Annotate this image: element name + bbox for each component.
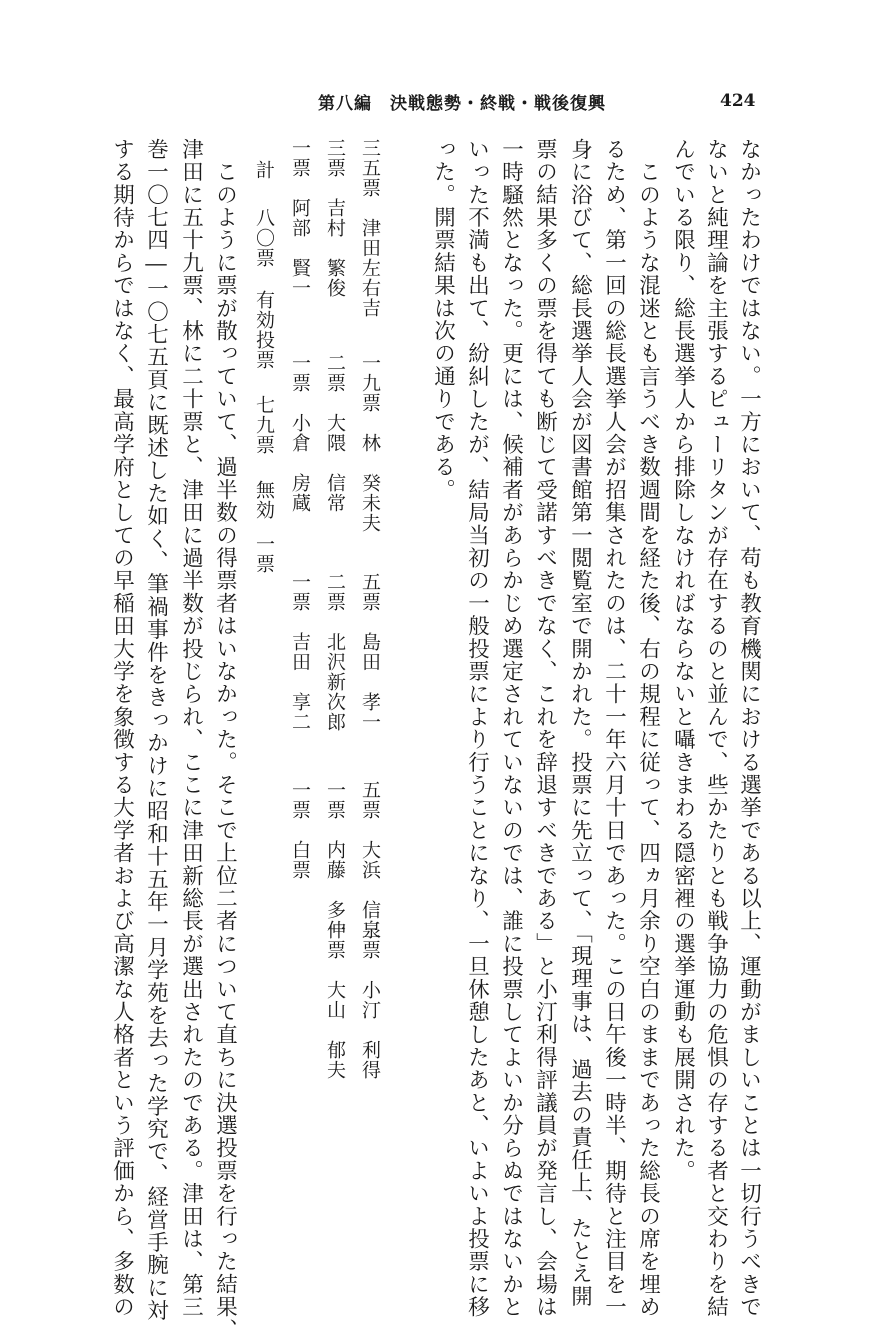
text-line: する期待からではなく、最高学府としての早稲田大学を象徴する大学者および高潔な人格者という評価から、多数の [109,138,135,1319]
invalid-count: 一票 [253,534,275,574]
text-line: なかったわけではない。一方において、苟も教育機関における選挙である以上、運動がましいことは一切行うべきで [736,138,762,1319]
text-line: このような混迷とも言うべき数週間を経た後、右の規程に従って、四ヵ月余り空白のままであった総長の席を埋め [635,138,661,1319]
text-line: 身に浴びて、総長選挙人会が図書館第一閲覧室で開かれた。投票に先立って、「現理事は、過去の責任上、たとえ開 [567,138,593,1308]
vote-entry: 一票 阿部 賢一 [289,138,311,298]
valid-count: 七九票 [253,395,275,455]
text-line: んでいる限り、総長選挙人から排除しなければならないと囁きまわる隠密裡の選挙運動も展開された。 [670,138,696,1183]
vote-entry: 一九票 林 癸未夫 [359,353,381,533]
text-line: 票の結果多くの票を得ても断じて受諾すべきでなく、これを辞退すべきである」と小汀利得評議員が発言し、会場は [532,138,558,1319]
vote-entry: 三五票 津田左右吉 [359,138,381,318]
vote-entry: 二票 大隈 信常 [324,353,346,513]
text-line: ないと純理論を主張するピューリタンが存在するのと並んで、些かたりとも戦争協力の危惧の存する者と交わりを結 [703,138,729,1319]
total-label: 計 [253,160,275,180]
text-line: 津田に五十九票、林に二十票と、津田に過半数が投じられ、ここに津田新総長が選出されたのである。津田は、第三 [178,138,204,1319]
text-line: った。開票結果は次の通りである。 [430,138,456,502]
text-line: 一時騒然となった。更には、候補者があらかじめ選定されていないのでは、誰に投票してよいか分らぬではないかと [498,138,524,1319]
vote-entry: 一票 小倉 房蔵 [289,353,311,513]
vote-entry: 三票 吉村 繁俊 [324,138,346,298]
vote-entry: 三票 小汀 利得 [359,920,381,1080]
vote-entry: 一票 大山 郁夫 [324,920,346,1080]
vote-entry: 二票 北沢新次郎 [324,572,346,732]
text-line: るため、第一回の総長選挙人会が招集されたのは、二十一年六月十日であった。この日午後一時半、期待と注目を一 [601,138,627,1319]
vote-entry: 五票 島田 孝一 [359,572,381,732]
text-line: 巻一〇七四―一〇七五頁に既述した如く、筆禍事件をきっかけに昭和十五年一月学苑を去った学究で、経営手腕に対 [143,138,169,1322]
vote-entry: 一票 白票 [289,780,311,880]
vote-entry: 一票 吉田 享二 [289,572,311,732]
valid-label: 有効投票 [253,290,275,370]
invalid-label: 無効 [253,480,275,520]
vote-entry: 一票 内藤 多仲 [324,780,346,940]
page-header-title: 第八編 決戦態勢・終戦・戦後復興 [318,94,606,114]
text-line: いった不満も出て、紛糾したが、結局当初の一般投票により行うことになり、一旦休憩したあと、いよいよ投票に移 [464,138,490,1319]
vote-entry: 五票 大浜 信泉 [359,780,381,940]
text-line: このように票が散っていて、過半数の得票者はいなかった。そこで上位二者について直ちに決選投票を行った結果、 [212,138,238,1341]
page-number: 424 [720,91,756,111]
total-count: 八〇票 [253,208,275,268]
